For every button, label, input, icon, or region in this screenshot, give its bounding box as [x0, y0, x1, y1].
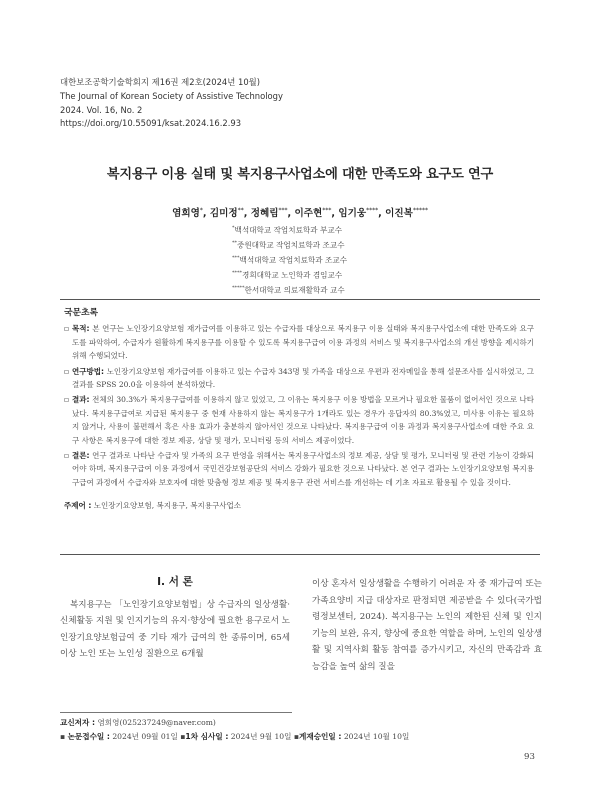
body-column-left [60, 574, 290, 663]
abstract-item-text: 노인장기요양보험 재가급여를 이용하고 있는 수급자 343명 및 가족을 대상으로 우편과 전자메일을 통해 설문조사를 실시하였고, 그 결과를 SPSS 20.0을 이용하여 분석하였다. [72, 366, 534, 390]
author-name: 김미정 [209, 208, 238, 219]
author-name: 정혜림 [250, 208, 279, 219]
dot-icon: ▪ [60, 731, 68, 741]
footnote-rule [60, 712, 292, 713]
abstract-item-text: 연구 결과로 나타난 수급자 및 가족의 요구 반영을 위해서는 복지용구사업소의 정보 제공, 상담 및 평가, 모니터링 및 관련 기능이 강화되어야 하며, 복지용구급여 이용 과정에서 국민건강보험공단의 서비스 강화가 필요한 것으로 나타났다. 본 연구 결과는 노인장기요양보험 복지용구급여 과정에서 수급자와 보호자에 대한 맞춤형 정보 제공 및 복지용구 관련 서비스를 개선하는 데 기초 자료로 활용될 수 있을 것이다. [72, 451, 534, 487]
affiliation-text: 경희대학교 노인학과 겸임교수 [242, 270, 343, 280]
section-heading: Ⅰ. 서 론 [157, 576, 193, 588]
affiliation-item [232, 237, 347, 252]
affiliation-list [232, 222, 347, 297]
keywords-text: 노인장기요양보험, 복지용구, 복지용구사업소 [93, 501, 241, 511]
author-name: 이진복 [385, 208, 413, 219]
abstract-item: ▫ 목적: 본 연구는 노인장기요양보험 재가급여를 이용하고 있는 수급자를 대상으로 복지용구 이용 실태와 복지용구사업소에 대한 만족도와 요구도를 파악하여, 수급자가 원활하게 복지용구를 이용할 수 있도록 복지용구급여 이용 과정의 서비스 및 복지용구사업소의 개선 방향을 제시하기 위해 수행되었다. [64, 322, 534, 362]
affiliation-text: 백석대학교 작업치료학과 조교수 [239, 255, 348, 265]
bullet-icon: ▫ [64, 395, 70, 405]
affiliation-text: 중원대학교 작업치료학과 조교수 [237, 240, 345, 250]
author-mark: ***** [412, 206, 428, 214]
abstract-bottom-rule [60, 554, 540, 555]
affiliation-text: 백석대학교 작업치료학과 부교수 [234, 225, 343, 235]
abstract-item-text: 전체의 30.3%가 복지용구급여를 이용하지 않고 있었고, 그 이유는 복지용구 이용 방법을 모르거나 필요한 물품이 없어서인 것으로 나타났다. 복지용구급여로 지급된 복지용구 중 현재 사용하지 않는 복지용구가 1개라도 있는 경우가 응답자의 80.3%였고, 미사용 이유는 필요하지 않거나, 사용이 불편해서 혹은 사용 효과가 충분하지 않아서인 것으로 나타났다. 복지용구급여 이용 과정과 복지용구사업소에 대한 주요 요구 사항은 복지용구에 대한 정보 제공, 상담 및 평가, 모니터링 등의 서비스 제공이었다. [72, 395, 534, 445]
affiliation-mark: **** [232, 270, 242, 277]
affiliation-item [232, 252, 347, 267]
affiliation-item [232, 267, 347, 282]
author-name: 임기웅 [338, 208, 367, 219]
abstract-item-label: 연구방법 [72, 366, 101, 376]
author-mark: * [199, 206, 203, 214]
author-mark: *** [278, 206, 288, 214]
abstract-item-label: 결과 [72, 395, 87, 405]
author-mark: **** [366, 206, 379, 214]
abstract-item-label: 결론 [72, 451, 87, 461]
received-value: 2024년 09월 01일 [112, 731, 178, 741]
abstract-item-label: 목적 [72, 324, 87, 334]
bullet-icon: ▫ [64, 451, 70, 461]
paper-title: 복지용구 이용 실태 및 복지용구사업소에 대한 만족도와 요구도 연구 [106, 167, 494, 182]
bullet-icon: ▫ [64, 366, 70, 376]
journal-volume: 2024. Vol. 16, No. 2 [60, 104, 143, 115]
page-number: 93 [524, 752, 535, 762]
affiliation-item [232, 282, 347, 297]
corresponding-value: 염희영(025237249@naver.com) [97, 718, 216, 727]
journal-korean-title: 대한보조공학기술학회지 제16권 제2호(2024년 10월) [60, 77, 261, 87]
abstract-item: ▫ 결과: 전체의 30.3%가 복지용구급여를 이용하지 않고 있었고, 그 이유는 복지용구 이용 방법을 모르거나 필요한 물품이 없어서인 것으로 나타났다. 복지용구급여로 지급된 복지용구 중 현재 사용하지 않는 복지용구가 1개라도 있는 경우가 응답자의 80.3%였고, 미사용 이유는 필요하지 않거나, 사용이 불편해서 혹은 사용 효과가 충분하지 않아서인 것으로 나타났다. 복지용구급여 이용 과정과 복지용구사업소에 대한 주요 요구 사항은 복지용구에 대한 정보 제공, 상담 및 평가, 모니터링 등의 서비스 제공이었다. [64, 393, 534, 447]
abstract-item: ▫ 결론: 연구 결과로 나타난 수급자 및 가족의 요구 반영을 위해서는 복지용구사업소의 정보 제공, 상담 및 평가, 모니터링 및 관련 기능이 강화되어야 하며, 복지용구급여 이용 과정에서 국민건강보험공단의 서비스 강화가 필요한 것으로 나타났다. 본 연구 결과는 노인장기요양보험 복지용구급여 과정에서 수급자와 보호자에 대한 맞춤형 정보 제공 및 복지용구 관련 서비스를 개선하는 데 기초 자료로 활용될 수 있을 것이다. [64, 449, 534, 489]
journal-header [60, 76, 283, 131]
body-column-right [312, 576, 542, 676]
abstract-top-rule [60, 299, 540, 300]
footnotes [60, 716, 409, 744]
affiliation-text: 한서대학교 의료재활학과 교수 [244, 285, 345, 295]
bullet-icon: ▫ [64, 324, 70, 334]
abstract-item: ▫ 연구방법: 노인장기요양보험 재가급여를 이용하고 있는 수급자 343명 및 가족을 대상으로 우편과 전자메일을 통해 설문조사를 실시하였고, 그 결과를 SPSS 20.0을 이용하여 분석하였다. [64, 365, 534, 392]
abstract-heading: 국문초록 [64, 308, 98, 318]
accepted-label: 게재승인일 : [299, 731, 342, 741]
received-label: 논문접수일 : [67, 731, 110, 741]
dates-line [60, 730, 409, 744]
corresponding-label: 교신저자 : [60, 718, 96, 727]
keywords-label: 주제어 : [64, 501, 92, 511]
affiliation-mark: ** [232, 240, 237, 247]
journal-english-title: The Journal of Korean Society of Assistive Technology [60, 90, 283, 101]
body-paragraph: 이상 혼자서 일상생활을 수행하기 어려운 자 중 재가급여 또는 가족요양비 지급 대상자로 판정되면 제공받을 수 있다(국가법령정보센터, 2024). 복지용구는 노인의 제한된 신체 및 인지 기능의 보완, 유지, 향상에 중요한 역할을 하며, 노인의 일상생활 및 지역사회 활동 참여를 증가시키고, 자신의 만족감과 효능감을 높여 삶의 질을 [312, 579, 542, 672]
body-paragraph: 복지용구는 「노인장기요양보험법」상 수급자의 일상생활·신체활동 지원 및 인지기능의 유지·향상에 필요한 용구로서 노인장기요양보험급여 중 기타 재가 급여의 한 종류이며, 65세 이상 노인 또는 노인성 질환으로 6개월 [60, 599, 290, 660]
review-value: 2024년 9월 10일 [230, 731, 292, 741]
affiliation-mark: ***** [232, 285, 245, 292]
author-name: 이주현 [294, 208, 323, 219]
author-list: 염희영*, 김미정**, 정혜림***, 이주현***, 임기웅****, 이진복***** [172, 206, 428, 219]
accepted-value: 2024년 10월 10일 [343, 731, 410, 741]
journal-doi[interactable]: https://doi.org/10.55091/ksat.2024.16.2.93 [60, 118, 242, 129]
review-label: 1차 심사일 : [185, 731, 229, 741]
affiliation-item [232, 222, 347, 237]
abstract-box [64, 307, 534, 513]
author-mark: *** [322, 206, 332, 214]
dot-icon: ▪ [293, 731, 300, 741]
corresponding-author [60, 716, 409, 730]
keywords [64, 499, 534, 512]
abstract-item-text: 본 연구는 노인장기요양보험 재가급여를 이용하고 있는 수급자를 대상으로 복지용구 이용 실태와 복지용구사업소에 대한 만족도와 요구도를 파악하여, 수급자가 원활하게 복지용구를 이용할 수 있도록 복지용구급여 이용 과정의 서비스 및 복지용구사업소의 개선 방향을 제시하기 위해 수행되었다. [72, 324, 534, 361]
dot-icon: ▪ [180, 731, 186, 741]
affiliation-mark: *** [232, 255, 240, 262]
author-mark: ** [237, 206, 244, 214]
author-name: 염희영 [172, 208, 200, 219]
affiliation-mark: * [232, 225, 235, 231]
